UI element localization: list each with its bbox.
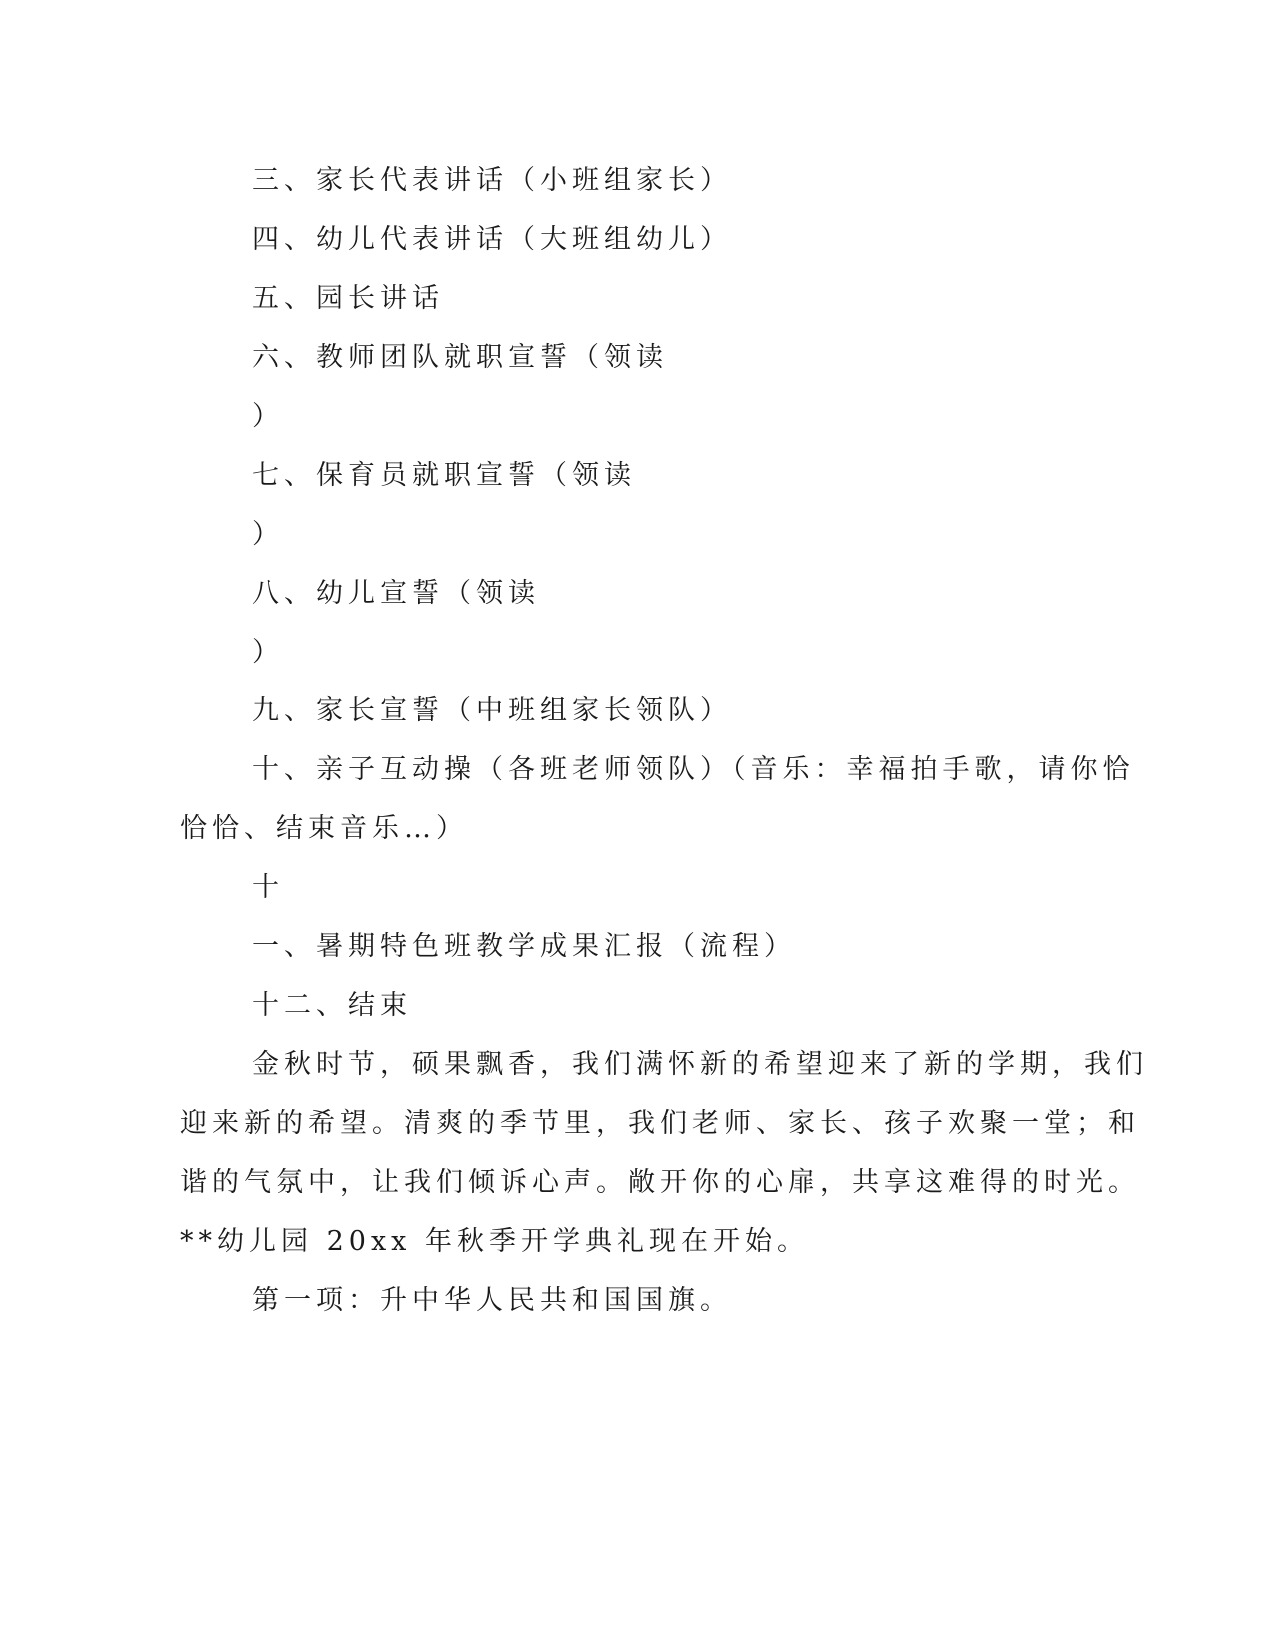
program-item-6-close: ） — [252, 401, 284, 432]
program-item-6: 六、教师团队就职宣誓（领读 — [252, 342, 668, 373]
opening-paragraph-line-1: 金秋时节，硕果飘香，我们满怀新的希望迎来了新的学期，我们 — [252, 1049, 1148, 1080]
program-item-8-close: ） — [252, 637, 284, 668]
program-item-4: 四、幼儿代表讲话（大班组幼儿） — [252, 224, 732, 255]
program-item-7: 七、保育员就职宣誓（领读 — [252, 460, 636, 491]
program-item-3: 三、家长代表讲话（小班组家长） — [252, 165, 732, 196]
program-item-11-prefix: 十 — [252, 872, 284, 903]
opening-paragraph-line-4: **幼儿园 20xx 年秋季开学典礼现在开始。 — [180, 1226, 809, 1257]
program-item-9: 九、家长宣誓（中班组家长领队） — [252, 695, 732, 726]
program-item-5: 五、园长讲话 — [252, 283, 444, 314]
program-item-12: 十二、结束 — [252, 990, 412, 1021]
opening-paragraph-line-2: 迎来新的希望。清爽的季节里，我们老师、家长、孩子欢聚一堂；和 — [180, 1108, 1140, 1139]
opening-paragraph-line-3: 谐的气氛中，让我们倾诉心声。敞开你的心扉，共享这难得的时光。 — [180, 1167, 1140, 1198]
first-item-line: 第一项：升中华人民共和国国旗。 — [252, 1285, 732, 1316]
program-item-10-cont: 恰恰、结束音乐…） — [180, 813, 468, 844]
program-item-8: 八、幼儿宣誓（领读 — [252, 578, 540, 609]
program-item-11: 一、暑期特色班教学成果汇报（流程） — [252, 931, 796, 962]
program-item-7-close: ） — [252, 519, 284, 550]
program-item-10: 十、亲子互动操（各班老师领队）（音乐：幸福拍手歌，请你恰 — [252, 754, 1135, 785]
